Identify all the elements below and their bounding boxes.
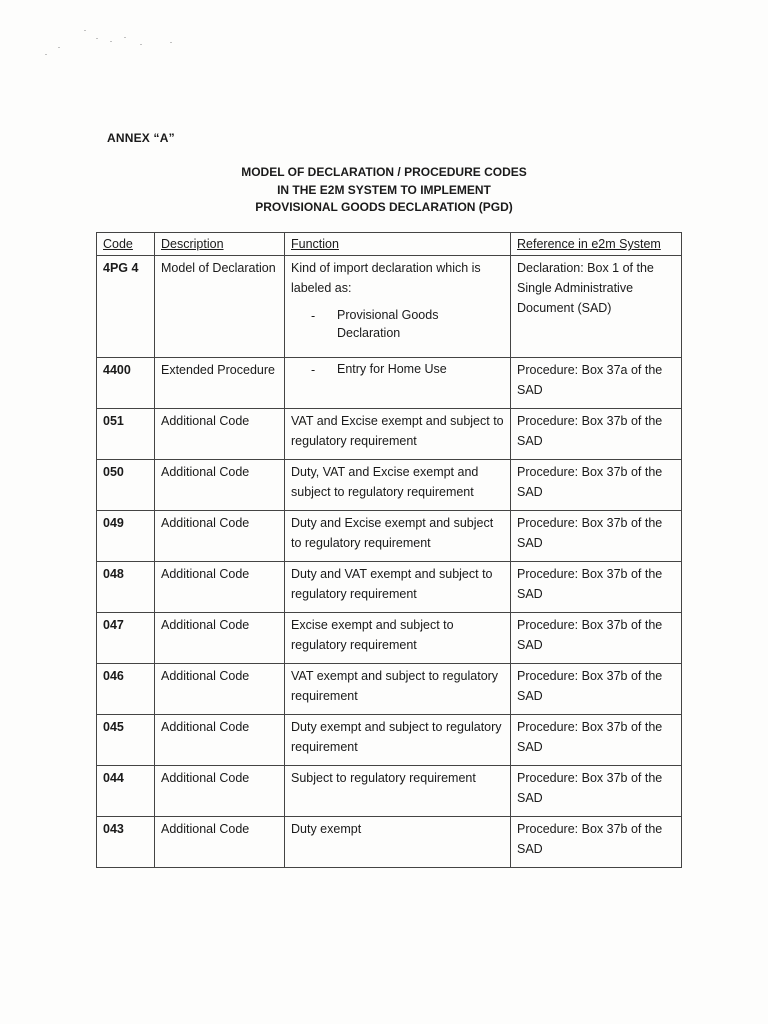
cell-code: 4PG 4: [97, 256, 155, 358]
cell-code: 044: [97, 766, 155, 817]
table-row: [97, 511, 682, 562]
cell-reference: Procedure: Box 37b of the SAD: [511, 562, 682, 613]
table-row: [97, 817, 682, 868]
cell-function: Duty, VAT and Excise exempt and subject to regulatory requirement: [285, 460, 511, 511]
cell-description: Additional Code: [155, 511, 285, 562]
cell-description: Additional Code: [155, 715, 285, 766]
cell-function: Duty exempt: [285, 817, 511, 868]
cell-code: 049: [97, 511, 155, 562]
cell-function: Excise exempt and subject to regulatory requirement: [285, 613, 511, 664]
cell-code: 048: [97, 562, 155, 613]
cell-description: Additional Code: [155, 817, 285, 868]
cell-description: Model of Declaration: [155, 256, 285, 358]
cell-function: [285, 358, 511, 409]
cell-reference: Procedure: Box 37b of the SAD: [511, 460, 682, 511]
title-line-2: IN THE E2M SYSTEM TO IMPLEMENT: [277, 182, 491, 197]
function-text: Kind of import declaration which is labeled as:: [291, 261, 481, 295]
cell-reference: Declaration: Box 1 of the Single Administrative Document (SAD): [511, 256, 682, 358]
cell-code: 4400: [97, 358, 155, 409]
cell-reference: Procedure: Box 37b of the SAD: [511, 613, 682, 664]
cell-description: Additional Code: [155, 409, 285, 460]
document-title: [0, 164, 768, 217]
cell-code: 045: [97, 715, 155, 766]
function-item-text: Provisional Goods Declaration: [337, 308, 439, 340]
title-line-3: PROVISIONAL GOODS DECLARATION (PGD): [255, 200, 513, 214]
header-reference: Reference in e2m System: [511, 233, 682, 256]
function-item-text: Entry for Home Use: [337, 362, 447, 376]
cell-function: [285, 256, 511, 358]
cell-reference: Procedure: Box 37a of the SAD: [511, 358, 682, 409]
cell-reference: Procedure: Box 37b of the SAD: [511, 511, 682, 562]
annex-label: ANNEX “A”: [107, 131, 175, 145]
cell-code: 046: [97, 664, 155, 715]
table-row: [97, 358, 682, 409]
procedure-codes-table: [96, 232, 682, 868]
cell-reference: Procedure: Box 37b of the SAD: [511, 664, 682, 715]
table-row: [97, 460, 682, 511]
cell-code: 051: [97, 409, 155, 460]
function-list-item: - Entry for Home Use: [291, 360, 505, 380]
table-row: [97, 613, 682, 664]
table-row: [97, 562, 682, 613]
cell-function: VAT exempt and subject to regulatory requirement: [285, 664, 511, 715]
header-code: Code: [97, 233, 155, 256]
cell-function: Duty and Excise exempt and subject to regulatory requirement: [285, 511, 511, 562]
cell-description: Additional Code: [155, 766, 285, 817]
cell-function: Subject to regulatory requirement: [285, 766, 511, 817]
table-row: [97, 715, 682, 766]
header-function: Function: [285, 233, 511, 256]
cell-function: Duty and VAT exempt and subject to regulatory requirement: [285, 562, 511, 613]
cell-description: Additional Code: [155, 562, 285, 613]
cell-description: Extended Procedure: [155, 358, 285, 409]
cell-code: 043: [97, 817, 155, 868]
cell-function: Duty exempt and subject to regulatory requirement: [285, 715, 511, 766]
cell-reference: Procedure: Box 37b of the SAD: [511, 409, 682, 460]
table-row: [97, 664, 682, 715]
function-list-item: - Provisional Goods Declaration: [291, 306, 505, 342]
cell-code: 050: [97, 460, 155, 511]
table-row: [97, 766, 682, 817]
cell-reference: Procedure: Box 37b of the SAD: [511, 766, 682, 817]
table-header-row: [97, 233, 682, 256]
cell-code: 047: [97, 613, 155, 664]
cell-function: VAT and Excise exempt and subject to regulatory requirement: [285, 409, 511, 460]
header-description: Description: [155, 233, 285, 256]
table-row: [97, 256, 682, 358]
cell-description: Additional Code: [155, 460, 285, 511]
cell-reference: Procedure: Box 37b of the SAD: [511, 715, 682, 766]
cell-description: Additional Code: [155, 613, 285, 664]
table-row: [97, 409, 682, 460]
cell-reference: Procedure: Box 37b of the SAD: [511, 817, 682, 868]
title-line-1: MODEL OF DECLARATION / PROCEDURE CODES: [241, 165, 527, 179]
cell-description: Additional Code: [155, 664, 285, 715]
